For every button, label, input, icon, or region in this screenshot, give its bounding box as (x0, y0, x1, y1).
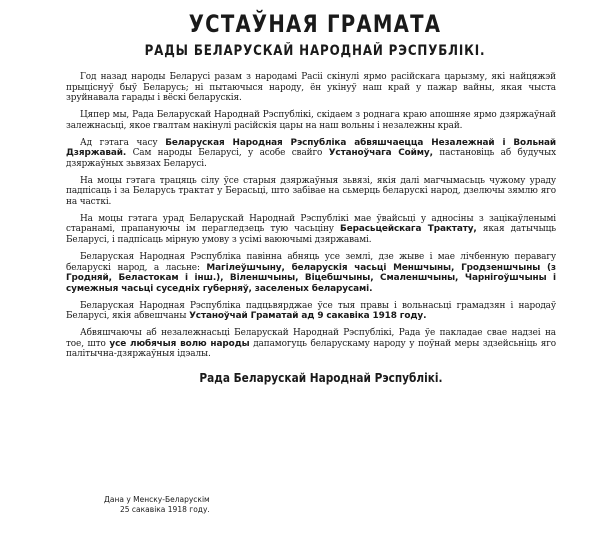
paragraph-text: Ад гэтага часу (80, 137, 166, 148)
emphasis-text: Устаноўчага Сойму, (328, 148, 433, 159)
paragraph-text: Абвяшчаючы аб незалежнасьці Беларускай Народнай Рэспублікі, Рада ўе пакладае свае надзеі на тое, што (66, 328, 556, 349)
paragraph-6 (66, 252, 556, 295)
emphasis-text: Устаноўчай Граматай ад 9 сакавіка 1918 году. (189, 311, 427, 322)
paragraph-text: Беларуская Народная Рэспубліка падцьвярджае ўсе тыя правы і вольнасьці грамадзян і народаў Беларусі, якія абвешчаны (66, 300, 556, 322)
emphasis-text: усе любячыя волю народы (109, 338, 250, 349)
emphasis-text: Беларуская Народная Рэспубліка абвяшчаецца Незалежнай і Вольнай Дзяржавай. (66, 137, 557, 159)
document-subtitle: РАДЫ БЕЛАРУСКАЙ НАРОДНАЙ РЭСПУБЛІКІ. (144, 43, 486, 59)
issue-note (104, 495, 210, 515)
paragraph-7 (66, 301, 556, 322)
emphasis-text: Магілеўшчыну, беларускія часьці Меншчыны, Гродзеншчыны (з Гродняй, Беластокам і інш.), Віленшчыны, Віцебшчыны, Смаленшчыны, Чарнігоўшчыны і сумежныя часьці суседніх губерняў, заселеных беларусамі. (66, 262, 556, 294)
paragraph-text: Беларуская Народная Рэспубліка павінна абняць усе землі, дзе жыве і мае лічбенную перавагу беларускі народ, а ласьне: (66, 251, 556, 273)
document-title: УСТАЎНАЯ ГРАМАТА (188, 10, 442, 38)
paragraph-3 (66, 138, 556, 170)
emphasis-text: Берасьцейскага Трактату, (340, 224, 477, 235)
paragraph-2 (66, 110, 556, 131)
paragraph-text: якая датычыць Беларусі, і падпісаць мірную умову з усімі ваюючымі дзяржавамі. (66, 224, 556, 246)
issue-date: 25 сакавіка 1918 году. (120, 505, 210, 514)
signature: Рада Беларускай Народнай Рэспублікі. (199, 371, 443, 386)
paragraph-5 (66, 214, 556, 246)
paragraph-text: На моцы гэтага трацяць сілу ўсе старыя дзяржаўныя зьвязі, якія далі магчымасьць чужому ураду падпісаць і за Беларусь трактат у Берасьці, што забівае на сьмерць беларускі народ, дзелючы зямлю яго на часткі. (66, 175, 556, 208)
paragraph-text: Цяпер мы, Рада Беларускай Народнай Рэспублікі, скідаем з роднага краю апошняе ярмо дзяржаўнай залежнасьці, якое гвалтам накінулі расійскія цары на наш вольны і незалежны край. (66, 110, 556, 131)
paragraph-text: дапамогуць беларускаму народу у поўнай меры здзейсьніць яго палітычна-дзяржаўныя ідэалы. (66, 338, 557, 360)
paragraph-4 (66, 176, 556, 208)
paragraph-text: На моцы гэтага урад Беларускай Народнай Рэспублікі мае ўвайсьці у адносіны з зацікаўленымі старанамі, прапануючы ім перагледзець тую часьціну (66, 213, 556, 235)
issue-place: Дана у Менску-Беларускім (104, 495, 210, 504)
paragraph-8 (66, 328, 556, 360)
paragraph-text: Год назад народы Беларусі разам з народамі Расіі скінулі ярмо расійскага царызму, які найцяжэй прыціснуў быў Беларусь; ні пытаючыся народу, ён укінуў наш край у пажар вайны, якая чыста зруйнавала гарады і вёскі беларускія. (66, 72, 556, 104)
paragraph-text: Сам народы Беларусі, у асобе свайго (126, 148, 329, 159)
paragraph-text: пастановіць аб будучых дзяржаўных зьвязах Беларусі. (66, 148, 556, 169)
paragraph-1 (66, 72, 556, 104)
